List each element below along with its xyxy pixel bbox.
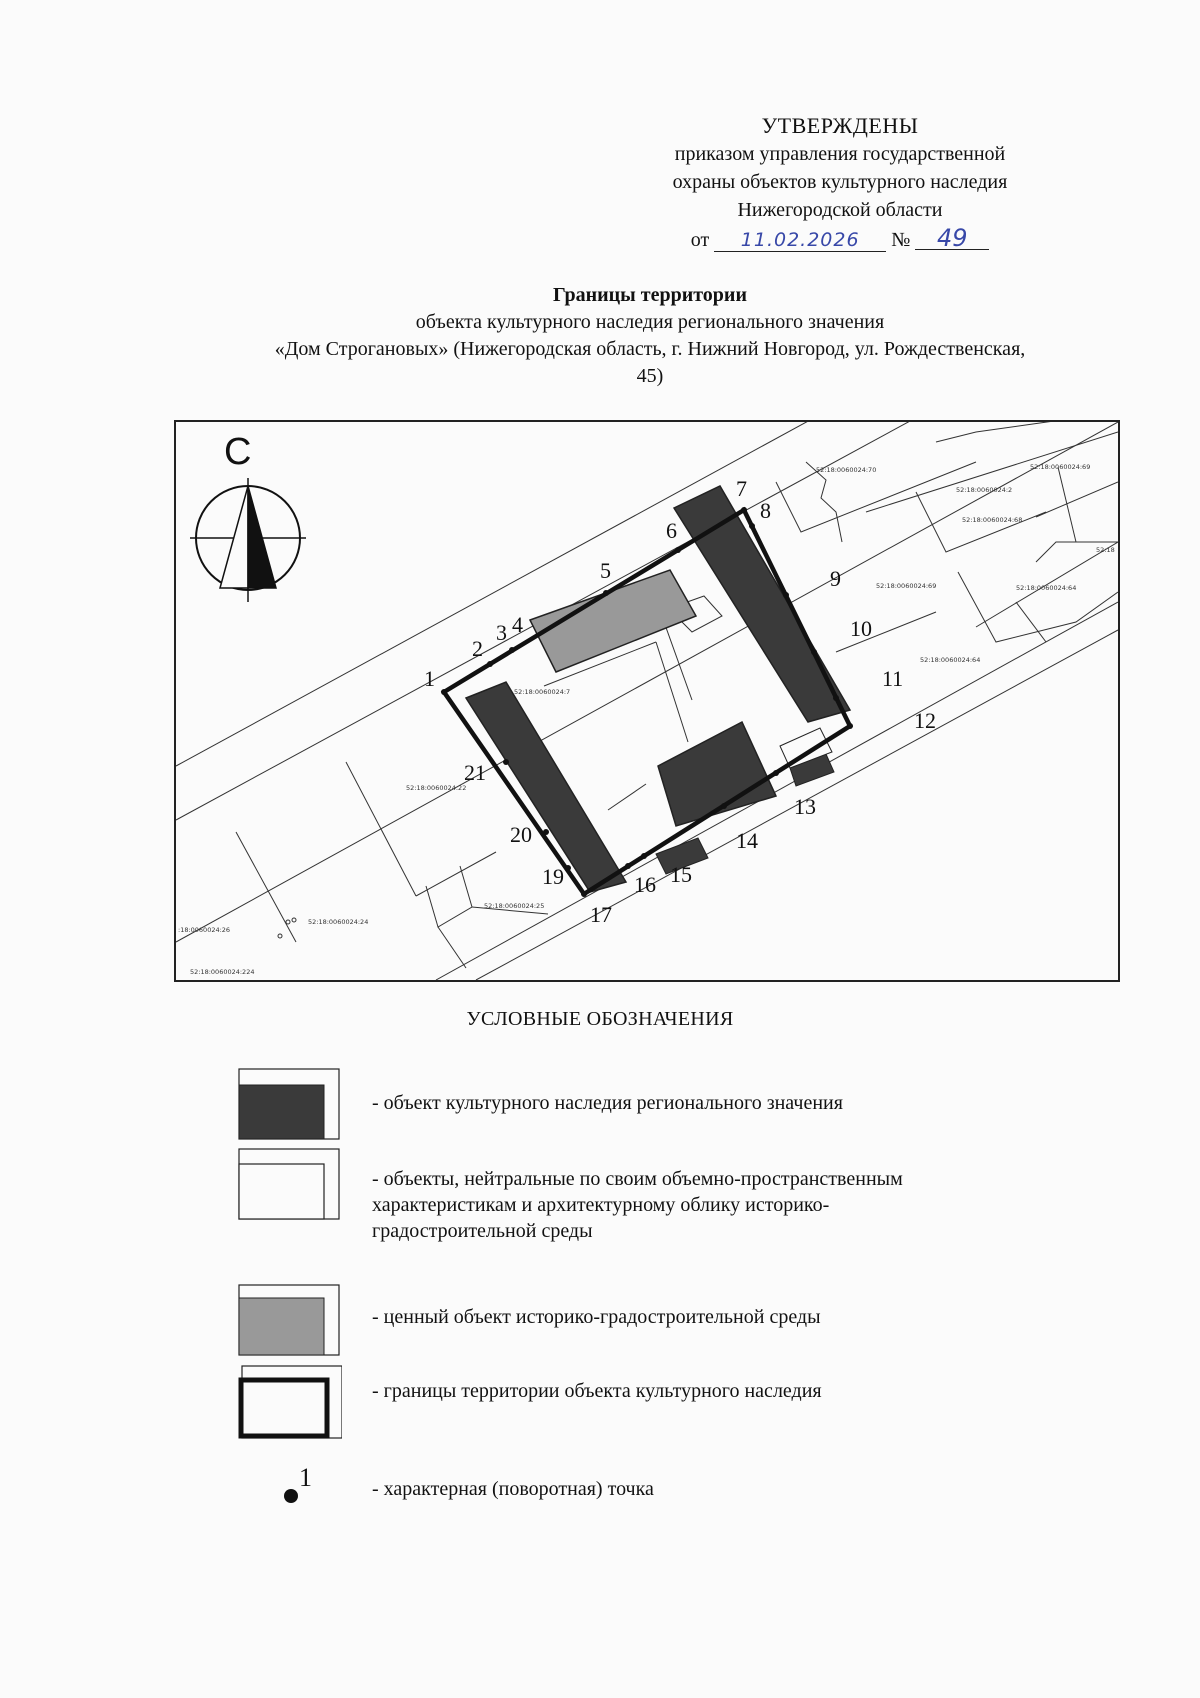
point-label: 7 bbox=[736, 476, 747, 501]
title-line-1: объекта культурного наследия регионального значения bbox=[415, 311, 885, 333]
approval-line-2: охраны объектов культурного наследия bbox=[672, 171, 1008, 193]
legend-neutral-objects bbox=[238, 1148, 1058, 1258]
legend-characteristic-point bbox=[238, 1458, 1058, 1538]
handwritten-date: 11.02.2026 bbox=[714, 229, 886, 252]
legend-valuable-text: - ценный объект историко-градостроительной среды bbox=[372, 1306, 821, 1328]
point-marker bbox=[284, 1489, 298, 1503]
number-sign: № bbox=[891, 229, 911, 251]
approval-heading: УТВЕРЖДЕНЫ bbox=[761, 113, 919, 138]
date-prefix: от bbox=[690, 229, 710, 251]
point-label: 11 bbox=[882, 666, 904, 691]
point-label: 2 bbox=[472, 636, 483, 661]
valuable-building bbox=[530, 570, 696, 672]
legend-neutral-line-2: характеристикам и архитектурному облику историко- bbox=[372, 1194, 830, 1216]
north-arrow-left-half bbox=[220, 486, 248, 588]
cadastral-label: 52:18:0060024:69 bbox=[876, 582, 937, 590]
legend-neutral-line-1: - объекты, нейтральные по своим объемно-пространственным bbox=[372, 1168, 903, 1190]
point-label: 17 bbox=[590, 902, 612, 927]
handwritten-number: 49 bbox=[915, 227, 989, 250]
cadastral-label: 52:18:0060024:24 bbox=[308, 918, 369, 926]
point-label: 9 bbox=[830, 566, 841, 591]
valuable-object-swatch bbox=[238, 1284, 342, 1358]
point-label: 15 bbox=[670, 862, 692, 887]
point-label: 12 bbox=[914, 708, 936, 733]
site-plan-map bbox=[174, 420, 1120, 982]
cadastral-label: 52:18:0060024:64 bbox=[920, 656, 981, 664]
point-label: 14 bbox=[736, 828, 758, 853]
legend-territory-boundary bbox=[238, 1364, 1058, 1444]
cadastral-label: 52:18:0060024:69 bbox=[1030, 463, 1091, 471]
legend-point-text: - характерная (поворотная) точка bbox=[372, 1478, 654, 1500]
cadastral-label: 52:18:0060024:25 bbox=[484, 902, 545, 910]
map-small-circles bbox=[278, 918, 296, 938]
point-label: 3 bbox=[496, 620, 507, 645]
approval-line-3: Нижегородской области bbox=[737, 199, 943, 221]
legend-neutral-line-3: градостроительной среды bbox=[372, 1220, 593, 1242]
heritage-object-swatch bbox=[238, 1068, 342, 1142]
point-label: 21 bbox=[464, 760, 486, 785]
legend-heritage-object bbox=[238, 1068, 1058, 1148]
point-label: 8 bbox=[760, 498, 771, 523]
site-plan-svg bbox=[176, 422, 1118, 980]
legend-boundary-text: - границы территории объекта культурного наследия bbox=[372, 1380, 822, 1402]
cadastral-label: 52:18:0060024:2 bbox=[956, 486, 1013, 494]
point-label: 4 bbox=[512, 612, 523, 637]
point-label: 16 bbox=[634, 872, 656, 897]
north-label: С bbox=[224, 431, 252, 473]
heritage-building-west bbox=[466, 682, 626, 892]
north-arrow-right-half bbox=[248, 486, 276, 588]
legend-valuable-object bbox=[238, 1284, 1058, 1364]
point-label: 1 bbox=[424, 666, 435, 691]
title-line-3: 45) bbox=[636, 365, 664, 387]
point-label: 5 bbox=[600, 558, 611, 583]
approval-line-1: приказом управления государственной bbox=[674, 143, 1006, 165]
point-label: 6 bbox=[666, 518, 677, 543]
territory-boundary-swatch bbox=[238, 1364, 342, 1442]
point-label: 13 bbox=[794, 794, 816, 819]
neutral-object-swatch bbox=[238, 1148, 342, 1222]
north-arrow bbox=[190, 431, 306, 602]
cadastral-label: 52:18:0060024:64 bbox=[1016, 584, 1077, 592]
legend-title: УСЛОВНЫЕ ОБОЗНАЧЕНИЯ bbox=[466, 1008, 734, 1030]
approval-date-line bbox=[580, 226, 1100, 254]
cadastral-label: 52:18:0060024:70 bbox=[816, 466, 877, 474]
point-sample-label: 1 bbox=[299, 1463, 312, 1492]
cadastral-label: :18:0060024:26 bbox=[178, 926, 231, 934]
legend-heritage-text: - объект культурного наследия регионального значения bbox=[372, 1092, 843, 1114]
cadastral-label: 52:18:0060024:7 bbox=[514, 688, 571, 696]
title-line-2: «Дом Строгановых» (Нижегородская область, г. Нижний Новгород, ул. Рождественская, bbox=[274, 338, 1026, 360]
legend-neutral-text bbox=[372, 1166, 1062, 1244]
cadastral-label: 52:18:0060024:68 bbox=[962, 516, 1023, 524]
point-label: 10 bbox=[850, 616, 872, 641]
cadastral-labels bbox=[178, 463, 1115, 976]
title-heading: Границы территории bbox=[553, 284, 747, 306]
document-title bbox=[160, 282, 1140, 390]
cadastral-label: 52:18:0060024:224 bbox=[190, 968, 255, 976]
point-label: 19 bbox=[542, 864, 564, 889]
approval-block bbox=[580, 112, 1100, 254]
cadastral-label: 52:18:0060024:22 bbox=[406, 784, 467, 792]
characteristic-point-swatch bbox=[238, 1458, 342, 1506]
cadastral-label: 52:18 bbox=[1096, 546, 1115, 554]
point-label: 20 bbox=[510, 822, 532, 847]
